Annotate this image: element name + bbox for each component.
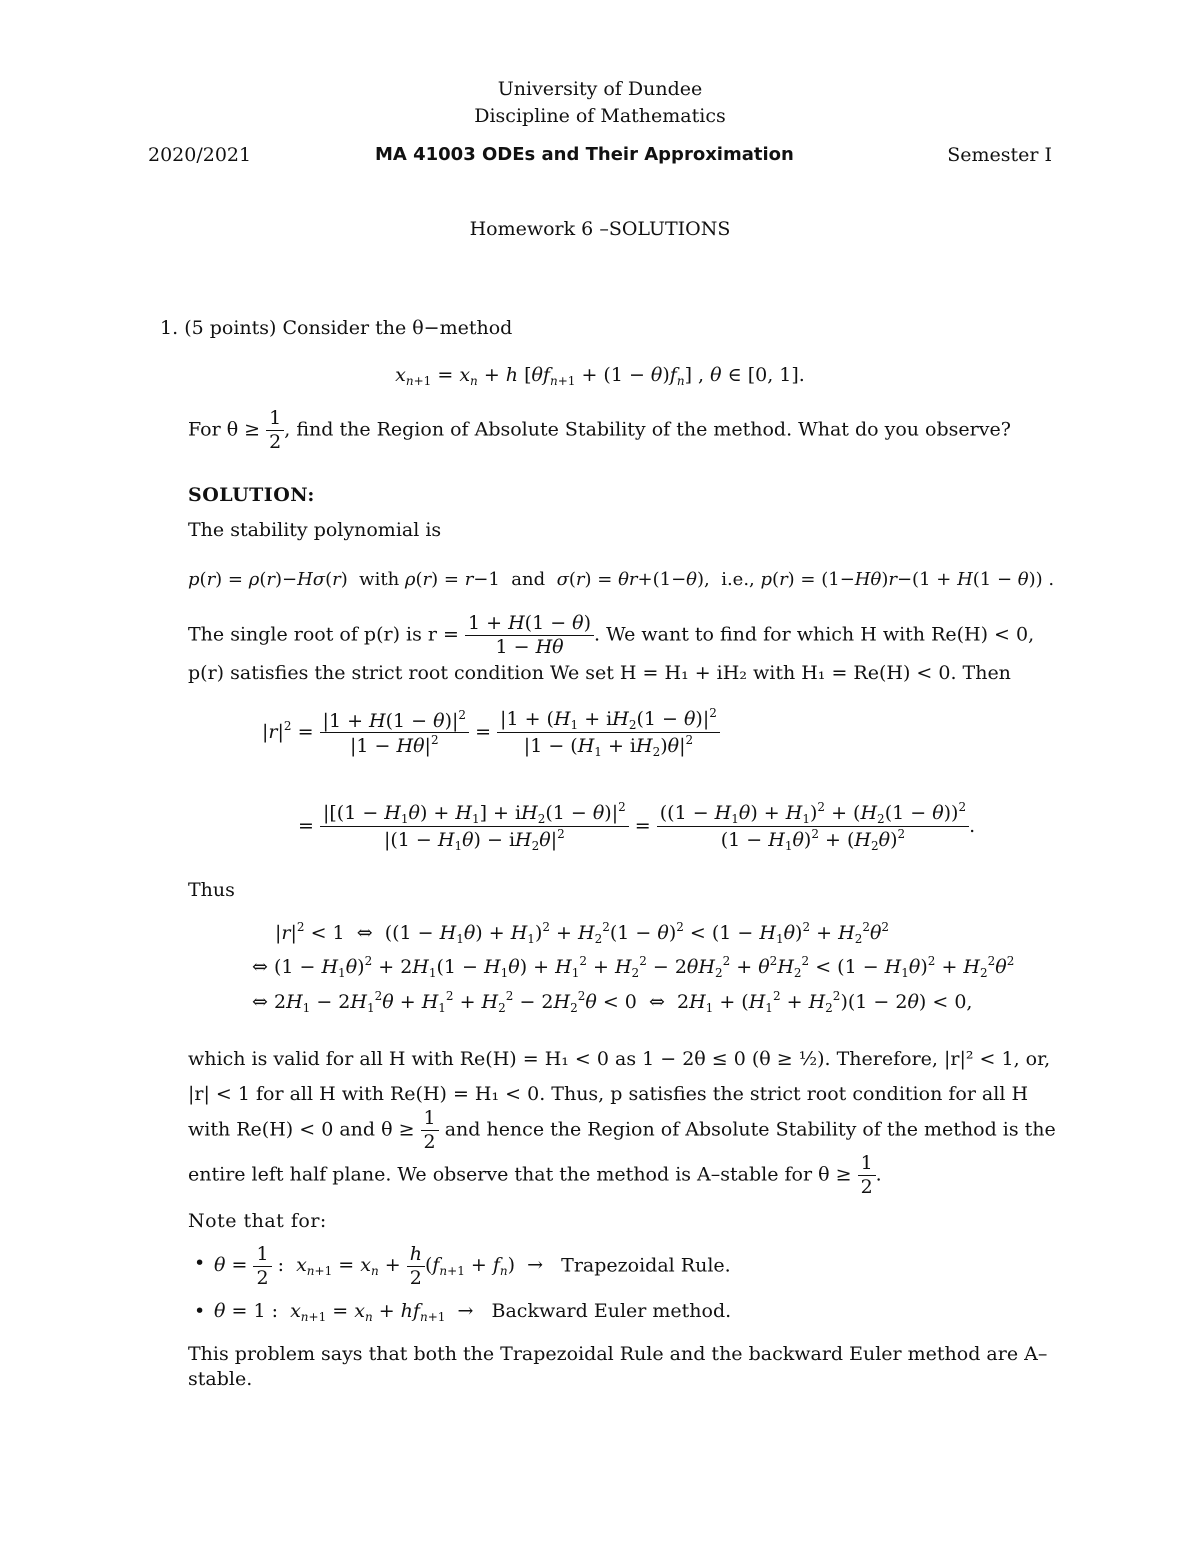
para-line-2: |r| < 1 for all H with Re(H) = H₁ < 0. Thus, p satisfies the strict root condition for all H (188, 1083, 1029, 1105)
modulus-eq-2: = $\frac{|[(1 - H_1\theta) + H_1] + iH_2(1 - \theta)|^2}{|(1 - H_1\theta) - iH_2\theta|^2}$ = $\frac{((1 - H_1\theta) + H_1)^2 + (H_2(1 - \theta))^2}{(1 - H_1\theta)^2 + (H_2\theta)^2}$ . (298, 800, 976, 854)
solution-heading: SOLUTION: (188, 484, 315, 506)
theta-method-equation: $x_{n+1} = x_n + h$ $[\theta f_{n+1} + (1 - \theta)f_n]$ , θ ∈ [0, 1]. (395, 364, 805, 388)
problem-intro-text: Consider the θ−method (282, 317, 513, 339)
problem-number: 1. (160, 317, 179, 339)
inequality-line-2: ⇔ $(1 - H_1\theta)^2 + 2H_1(1 - H_1\theta) + H_1^2 + H_2^2 - 2\theta H_2^2 + \theta^2H_2^2 < (1 - H_1\theta)^2 + H_2^2\theta^2$ (252, 954, 1015, 980)
fraction-one-half: $\frac{1}{2}$ (858, 1152, 876, 1199)
note-heading: Note that for: (188, 1210, 327, 1232)
question-post: , find the Region of Absolute Stability of the method. What do you observe? (284, 418, 1011, 441)
inequality-line-3: ⇔ $2H_1 - 2H_1^2\theta + H_1^2 + H_2^2 - 2H_2^2\theta < 0$ ⇔ $2H_1 + (H_1^2 + H_2^2)(1 - 2\theta) < 0$, (252, 989, 973, 1015)
question-pre: For θ ≥ (188, 418, 261, 441)
para-line-1: which is valid for all H with Re(H) = H₁ < 0 as 1 − 2θ ≤ 0 (θ ≥ ½). Therefore, |r|² < 1, or, (188, 1048, 1051, 1070)
para-4-pre: entire left half plane. We observe that the method is A–stable for θ ≥ (188, 1163, 852, 1186)
fraction-one-half: $\frac{1}{2}$ (266, 407, 284, 454)
para-3-pre: with Re(H) < 0 and θ ≥ (188, 1118, 415, 1141)
problem-intro (160, 317, 512, 339)
modulus-eq-1: $|r|^2$ = $\frac{|1 + H(1 - \theta)|^2}{|1 - H\theta|^2}$ = $\frac{|1 + (H_1 + iH_2(1 - \theta)|^2}{|1 - (H_1 + iH_2)\theta|^2}$ (262, 706, 720, 760)
stability-intro: The stability polynomial is (188, 519, 442, 541)
list-item: • θ = $\frac{1}{2}$ : $x_{n+1} = x_n$ + $\frac{h}{2}$ $(f_{n+1} + f_n)$ → Trapezoidal Rule. (188, 1243, 731, 1291)
single-root-line (188, 612, 1034, 659)
course-title: MA 41003 ODEs and Their Approximation (375, 144, 794, 165)
bullet-2-name: Backward Euler method. (491, 1300, 732, 1323)
method-list (188, 1243, 731, 1337)
root-text-2: . We want to find for which H with Re(H) < 0, (594, 623, 1035, 646)
para-3-post: and hence the Region of Absolute Stability of the method is the (444, 1118, 1056, 1141)
bullet-1-name: Trapezoidal Rule. (561, 1254, 731, 1277)
problem-points: (5 points) (184, 317, 277, 339)
problem-question (188, 407, 1011, 454)
university-name: University of Dundee (497, 78, 703, 100)
root-line-2: p(r) satisfies the strict root condition We set H = H₁ + iH₂ with H₁ = Re(H) < 0. Then (188, 662, 1011, 684)
para-line-4: entire left half plane. We observe that the method is A–stable for θ ≥ $\frac{1}{2}$ . (188, 1152, 882, 1198)
thus-label: Thus (188, 879, 235, 901)
stability-polynomial: p(r) = ρ(r)−Hσ(r) with ρ(r) = r−1 and σ(r) = θr+(1−θ), i.e., p(r) = (1−Hθ)r−(1 + H(1 − θ)) . (188, 569, 1055, 590)
para-line-3 (188, 1107, 1056, 1154)
fraction-one-half: $\frac{1}{2}$ (421, 1107, 439, 1154)
homework-title: Homework 6 –SOLUTIONS (469, 218, 731, 240)
conclusion-line-1: This problem says that both the Trapezoidal Rule and the backward Euler method are A– (188, 1343, 1048, 1365)
root-text-1: The single root of p(r) is r = (188, 623, 459, 646)
inequality-line-1: $|r|^2 < 1$ ⇔ $((1 - H_1\theta) + H_1)^2 + H_2^2(1 - \theta)^2 < (1 - H_1\theta)^2 + H_2^2\theta^2$ (275, 920, 890, 946)
semester: Semester I (947, 144, 1052, 166)
root-fraction: $\frac{1 + H(1 - \theta)}{1 - H\theta}$ (465, 612, 594, 659)
academic-year: 2020/2021 (148, 144, 252, 166)
conclusion-line-2: stable. (188, 1368, 253, 1390)
discipline-name: Discipline of Mathematics (474, 105, 726, 127)
list-item: • θ = 1 : $x_{n+1} = x_n + hf_{n+1}$ → Backward Euler method. (188, 1291, 731, 1337)
